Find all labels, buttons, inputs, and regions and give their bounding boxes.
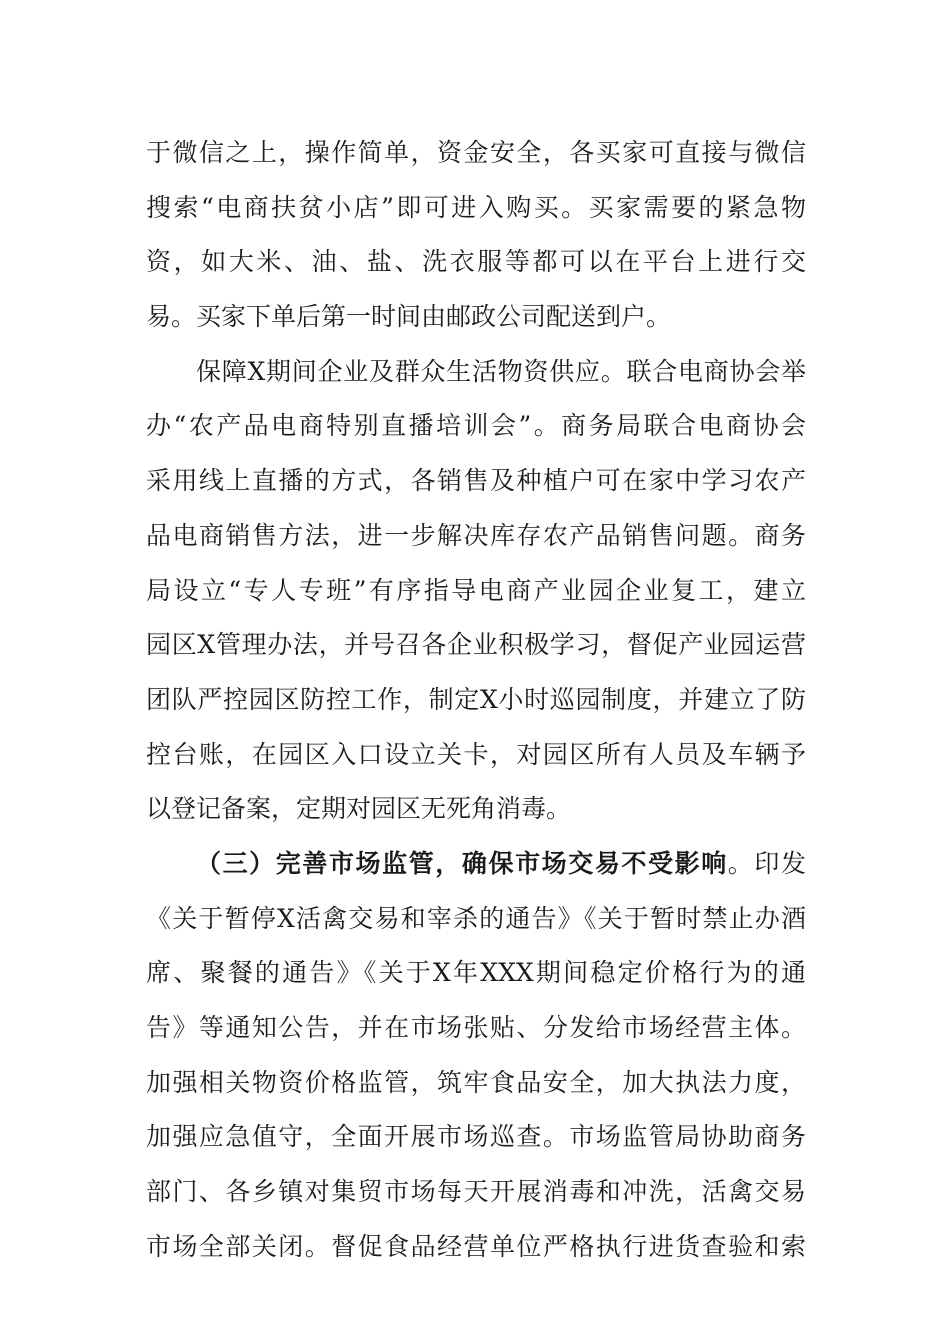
text-line: 以登记备案，定期对园区无死角消毒。	[146, 794, 572, 824]
text-line: 控台账，在园区入口设立关卡，对园区所有人员及车辆予	[146, 739, 806, 769]
text-line: 《关于暂停X活禽交易和宰杀的通告》《关于暂时禁止办酒	[146, 903, 806, 933]
text-line: 席、聚餐的通告》《关于X年XXX期间稳定价格行为的通	[146, 958, 806, 988]
text-line: 易。买家下单后第一时间由邮政公司配送到户。	[146, 302, 672, 332]
text-line: 告》等通知公告，并在市场张贴、分发给市场经营主体。	[146, 1013, 806, 1042]
text-line: 搜索“电商扶贫小店”即可进入购买。买家需要的紧急物	[146, 192, 806, 222]
paragraph-2	[146, 345, 806, 837]
section-heading: （三）完善市场监管，确保市场交易不受影响	[196, 848, 728, 878]
paragraph-3	[146, 837, 806, 1275]
paragraph-1	[146, 126, 806, 345]
text-line: 采用线上直播的方式，各销售及种植户可在家中学习农产	[146, 466, 806, 496]
text-line: 局设立“专人专班”有序指导电商产业园企业复工，建立	[146, 575, 806, 605]
text-line: 部门、各乡镇对集贸市场每天开展消毒和冲洗，活禽交易	[146, 1177, 806, 1207]
text-line: 于微信之上，操作简单，资金安全，各买家可直接与微信	[146, 138, 806, 167]
text-line: 资，如大米、油、盐、洗衣服等都可以在平台上进行交	[146, 247, 806, 277]
text-line: 加强应急值守，全面开展市场巡查。市场监管局协助商务	[146, 1122, 806, 1152]
text-line: 办“农产品电商特别直播培训会”。商务局联合电商协会	[146, 411, 806, 441]
text-line: 品电商销售方法，进一步解决库存农产品销售问题。商务	[146, 520, 806, 550]
section-heading-line	[146, 837, 806, 892]
text-line: 园区X管理办法，并号召各企业积极学习，督促产业园运营	[146, 630, 806, 660]
text-line: 加强相关物资价格监管，筑牢食品安全，加大执法力度，	[146, 1067, 806, 1097]
text-line: 市场全部关闭。督促食品经营单位严格执行进货查验和索	[146, 1231, 806, 1261]
document-body	[146, 126, 806, 1274]
text-line: 保障X期间企业及群众生活物资供应。联合电商协会举	[196, 356, 806, 386]
text-line: 团队严控园区防控工作，制定X小时巡园制度，并建立了防	[146, 684, 806, 714]
heading-tail-text: 。印发	[727, 848, 806, 878]
